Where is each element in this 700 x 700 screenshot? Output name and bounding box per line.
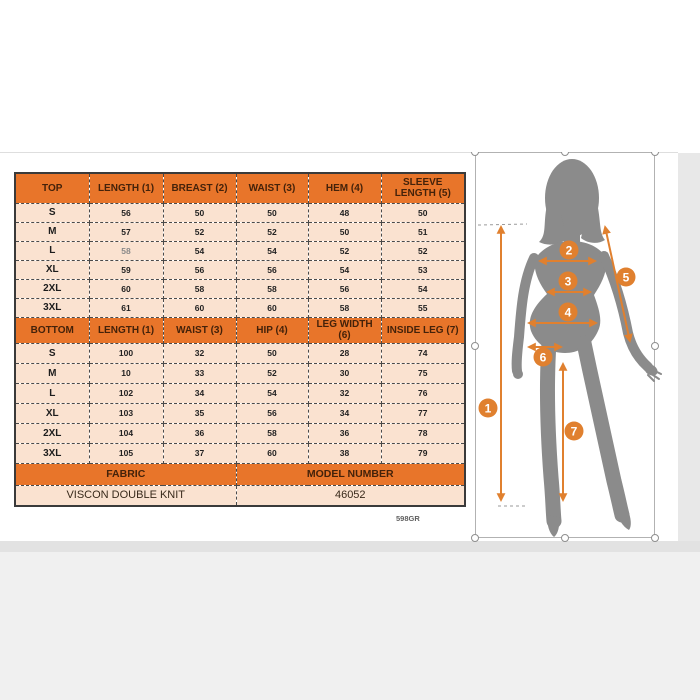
measurement-cell: 50 bbox=[308, 222, 381, 241]
size-chart bbox=[14, 172, 464, 507]
measurement-cell: 56 bbox=[308, 279, 381, 298]
size-row bbox=[15, 279, 465, 298]
measurement-cell: 60 bbox=[89, 279, 163, 298]
size-chart-table bbox=[14, 172, 466, 507]
measurement-cell: 32 bbox=[308, 383, 381, 403]
measurement-cell: 37 bbox=[163, 443, 236, 463]
callout-5 bbox=[617, 268, 636, 287]
measurement-cell: 33 bbox=[163, 363, 236, 383]
size-label-cell: L bbox=[15, 241, 89, 260]
size-row bbox=[15, 363, 465, 383]
measurement-cell: 48 bbox=[308, 203, 381, 222]
size-row bbox=[15, 423, 465, 443]
size-label-cell: 2XL bbox=[15, 279, 89, 298]
svg-text:3: 3 bbox=[564, 274, 572, 289]
selection-handle-bottom-left[interactable] bbox=[471, 534, 479, 542]
measurement-cell: 58 bbox=[236, 423, 308, 443]
measurement-cell: 58 bbox=[308, 298, 381, 317]
figure-svg bbox=[465, 145, 665, 545]
measurement-cell: 58 bbox=[163, 279, 236, 298]
callout-2 bbox=[560, 241, 579, 260]
size-label-cell: 2XL bbox=[15, 423, 89, 443]
column-header: TOP bbox=[15, 173, 89, 203]
measurement-cell: 77 bbox=[381, 403, 465, 423]
measurement-cell: 50 bbox=[381, 203, 465, 222]
measurement-cell: 54 bbox=[236, 383, 308, 403]
measurement-cell: 55 bbox=[381, 298, 465, 317]
size-label-cell: L bbox=[15, 383, 89, 403]
canvas-right-strip bbox=[678, 153, 700, 541]
measurement-cell: 51 bbox=[381, 222, 465, 241]
size-label-cell: S bbox=[15, 203, 89, 222]
info-header: FABRIC bbox=[15, 463, 236, 485]
measurement-cell: 56 bbox=[163, 260, 236, 279]
measurement-cell: 34 bbox=[163, 383, 236, 403]
measurement-cell: 52 bbox=[236, 363, 308, 383]
size-row bbox=[15, 403, 465, 423]
measurement-cell: 52 bbox=[381, 241, 465, 260]
measurement-cell: 50 bbox=[236, 343, 308, 363]
svg-text:7: 7 bbox=[570, 424, 578, 439]
measurement-cell: 59 bbox=[89, 260, 163, 279]
measurement-cell: 30 bbox=[308, 363, 381, 383]
size-row bbox=[15, 203, 465, 222]
measurement-cell: 54 bbox=[236, 241, 308, 260]
size-label-cell: 3XL bbox=[15, 298, 89, 317]
column-header: BREAST (2) bbox=[163, 173, 236, 203]
measurement-cell: 104 bbox=[89, 423, 163, 443]
size-row bbox=[15, 222, 465, 241]
measurement-cell: 60 bbox=[163, 298, 236, 317]
size-label-cell: XL bbox=[15, 403, 89, 423]
svg-text:1: 1 bbox=[484, 401, 492, 416]
size-row bbox=[15, 298, 465, 317]
info-value-row bbox=[15, 485, 465, 506]
measurement-cell: 52 bbox=[308, 241, 381, 260]
measurement-cell: 79 bbox=[381, 443, 465, 463]
measurement-cell: 54 bbox=[163, 241, 236, 260]
measurement-cell: 56 bbox=[236, 403, 308, 423]
measurement-cell: 76 bbox=[381, 383, 465, 403]
measurement-cell: 54 bbox=[308, 260, 381, 279]
selection-handle-bottom-right[interactable] bbox=[651, 534, 659, 542]
column-header: SLEEVE LENGTH (5) bbox=[381, 173, 465, 203]
section-header-row bbox=[15, 173, 465, 203]
size-row bbox=[15, 343, 465, 363]
measurement-cell: 10 bbox=[89, 363, 163, 383]
callout-4 bbox=[559, 303, 578, 322]
measurement-cell: 53 bbox=[381, 260, 465, 279]
svg-text:2: 2 bbox=[565, 243, 573, 258]
measurement-cell: 60 bbox=[236, 443, 308, 463]
measurement-cell: 36 bbox=[308, 423, 381, 443]
measurement-cell: 50 bbox=[163, 203, 236, 222]
measurement-cell: 52 bbox=[163, 222, 236, 241]
measurement-cell: 56 bbox=[236, 260, 308, 279]
callout-7 bbox=[565, 422, 584, 441]
info-value: VISCON DOUBLE KNIT bbox=[15, 485, 236, 506]
svg-text:4: 4 bbox=[564, 305, 572, 320]
info-value: 46052 bbox=[236, 485, 465, 506]
column-header: LEG WIDTH (6) bbox=[308, 317, 381, 343]
measurement-cell: 58 bbox=[236, 279, 308, 298]
measurement-cell: 102 bbox=[89, 383, 163, 403]
callout-1 bbox=[479, 399, 498, 418]
measurement-cell: 35 bbox=[163, 403, 236, 423]
measurement-cell: 78 bbox=[381, 423, 465, 443]
size-row bbox=[15, 383, 465, 403]
measurement-cell: 75 bbox=[381, 363, 465, 383]
measurement-cell: 58 bbox=[89, 241, 163, 260]
size-row bbox=[15, 260, 465, 279]
measurement-cell: 54 bbox=[381, 279, 465, 298]
column-header: HEM (4) bbox=[308, 173, 381, 203]
svg-text:5: 5 bbox=[622, 270, 630, 285]
measurement-cell: 36 bbox=[163, 423, 236, 443]
measurement-cell: 28 bbox=[308, 343, 381, 363]
size-label-cell: S bbox=[15, 343, 89, 363]
column-header: WAIST (3) bbox=[163, 317, 236, 343]
measurement-cell: 61 bbox=[89, 298, 163, 317]
info-header-row bbox=[15, 463, 465, 485]
column-header: BOTTOM bbox=[15, 317, 89, 343]
section-header-row bbox=[15, 317, 465, 343]
measurement-cell: 105 bbox=[89, 443, 163, 463]
size-label-cell: XL bbox=[15, 260, 89, 279]
measurement-cell: 50 bbox=[236, 203, 308, 222]
selection-handle-middle-right[interactable] bbox=[651, 342, 659, 350]
column-header: LENGTH (1) bbox=[89, 317, 163, 343]
column-header: LENGTH (1) bbox=[89, 173, 163, 203]
measurement-cell: 32 bbox=[163, 343, 236, 363]
size-label-cell: M bbox=[15, 363, 89, 383]
column-header: HIP (4) bbox=[236, 317, 308, 343]
measurement-cell: 38 bbox=[308, 443, 381, 463]
measurement-cell: 74 bbox=[381, 343, 465, 363]
measurement-cell: 103 bbox=[89, 403, 163, 423]
size-label-cell: 3XL bbox=[15, 443, 89, 463]
selection-handle-bottom-middle[interactable] bbox=[561, 534, 569, 542]
measurement-figure-image[interactable] bbox=[465, 145, 665, 545]
size-row bbox=[15, 443, 465, 463]
measurement-cell: 57 bbox=[89, 222, 163, 241]
callout-6 bbox=[534, 348, 553, 367]
dashed-guide-top bbox=[478, 224, 527, 225]
column-header: INSIDE LEG (7) bbox=[381, 317, 465, 343]
canvas-bottom-area bbox=[0, 552, 700, 700]
measurement-cell: 60 bbox=[236, 298, 308, 317]
selection-handle-middle-left[interactable] bbox=[471, 342, 479, 350]
measurement-cell: 52 bbox=[236, 222, 308, 241]
callout-3 bbox=[559, 272, 578, 291]
color-code-label: 598GR bbox=[396, 514, 420, 523]
svg-text:6: 6 bbox=[539, 350, 547, 365]
column-header: WAIST (3) bbox=[236, 173, 308, 203]
measurement-cell: 100 bbox=[89, 343, 163, 363]
measurement-cell: 34 bbox=[308, 403, 381, 423]
size-label-cell: M bbox=[15, 222, 89, 241]
measurement-cell: 56 bbox=[89, 203, 163, 222]
info-header: MODEL NUMBER bbox=[236, 463, 465, 485]
size-row bbox=[15, 241, 465, 260]
